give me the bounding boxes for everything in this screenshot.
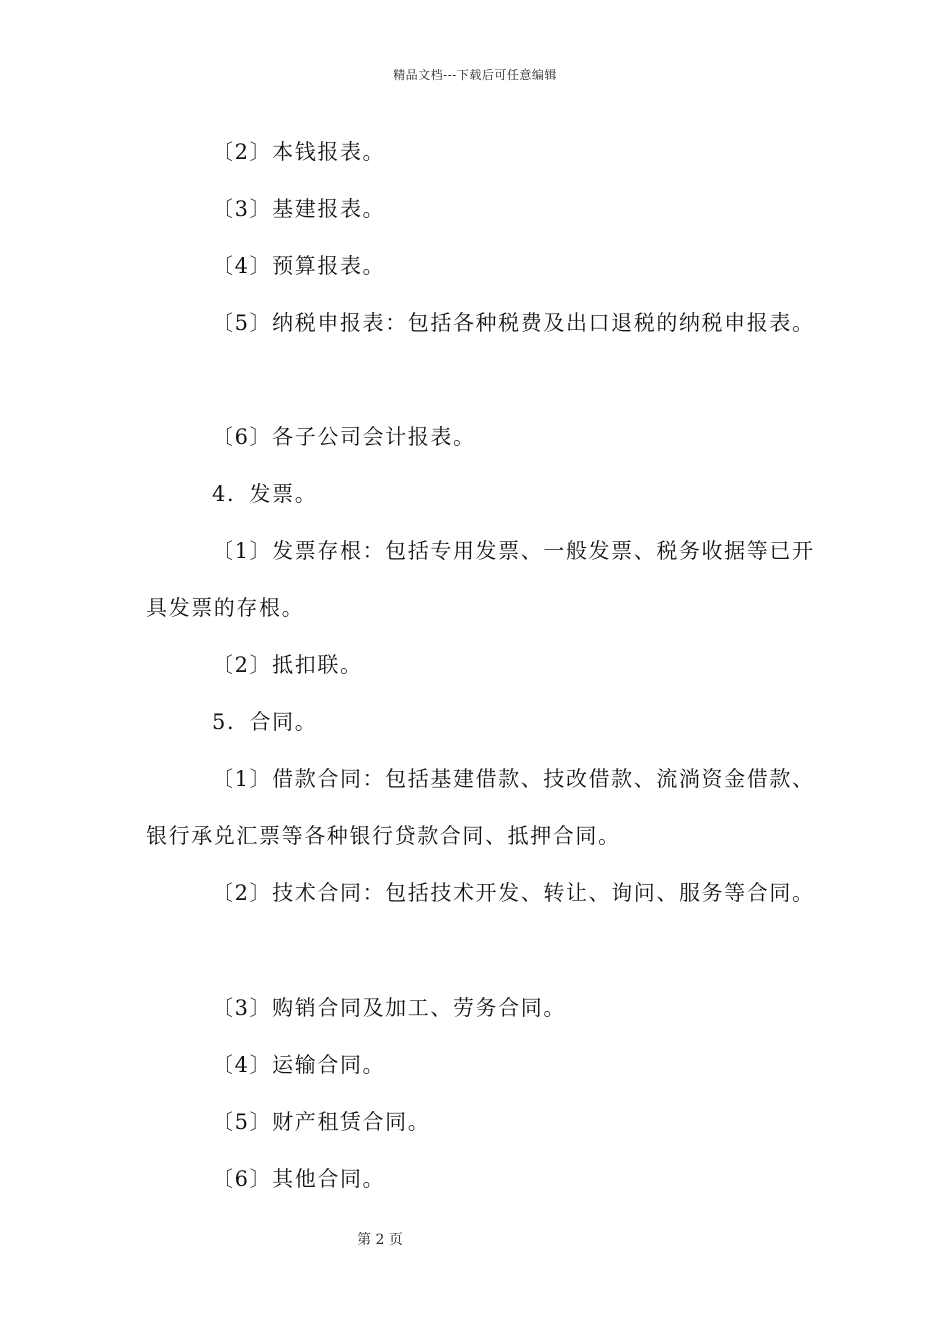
text-line: 〔1〕借款合同：包括基建借款、技改借款、流淌资金借款、 (212, 767, 815, 791)
text-line: 〔6〕各子公司会计报表。 (212, 425, 476, 449)
text-line: 〔4〕运输合同。 (212, 1053, 386, 1077)
text-line: 〔2〕技术合同：包括技术开发、转让、询问、服务等合同。 (212, 881, 815, 905)
text-line: 具发票的存根。 (146, 596, 305, 620)
page-number: 第 2 页 (357, 1232, 403, 1248)
section-heading: 4．发票。 (212, 482, 318, 506)
section-heading: 5．合同。 (212, 710, 318, 734)
text-line: 〔1〕发票存根：包括专用发票、一般发票、税务收据等已开 (212, 539, 815, 563)
text-line: 〔5〕财产租赁合同。 (212, 1110, 431, 1134)
text-line: 〔3〕基建报表。 (212, 197, 386, 221)
page-header: 精品文档---下载后可任意编辑 (393, 68, 557, 82)
text-line: 〔5〕纳税申报表：包括各种税费及出口退税的纳税申报表。 (212, 311, 815, 335)
text-line: 〔6〕其他合同。 (212, 1167, 386, 1191)
text-line: 〔2〕本钱报表。 (212, 140, 386, 164)
text-line: 银行承兑汇票等各种银行贷款合同、抵押合同。 (146, 824, 621, 848)
text-line: 〔3〕购销合同及加工、劳务合同。 (212, 996, 566, 1020)
text-line: 〔2〕抵扣联。 (212, 653, 363, 677)
text-line: 〔4〕预算报表。 (212, 254, 386, 278)
